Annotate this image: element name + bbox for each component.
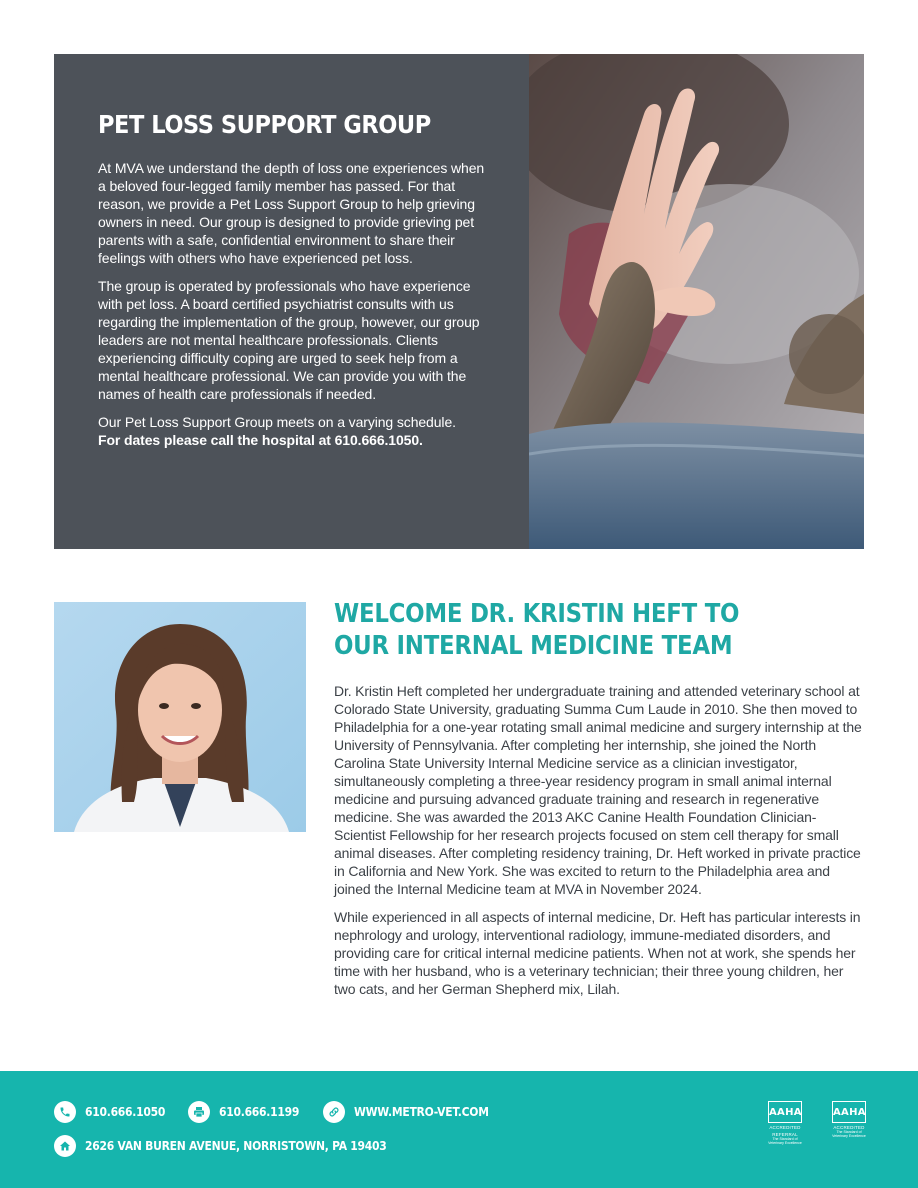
schedule-text: Our Pet Loss Support Group meets on a varying schedule. xyxy=(98,414,456,430)
street-address: 2626 VAN BUREN AVENUE, NORRISTOWN, PA 19403 xyxy=(85,1139,387,1153)
badge2-tagline: The Standard of Veterinary Excellence xyxy=(832,1130,866,1138)
badge1-referral: REFERRAL xyxy=(772,1132,798,1137)
pet-loss-paragraph-1: At MVA we understand the depth of loss one experiences when a beloved four-legged family member has passed. For that reason, we provide a Pet Loss Support Group to help grieving owners in need. Our group is designed to provide grieving pet parents with a safe, confidential environment to share their feelings with others who have experienced pet loss. xyxy=(98,160,485,266)
badge2-accredited: ACCREDITED xyxy=(833,1125,865,1130)
aaha-logo-2: AAHA xyxy=(832,1101,866,1123)
badge1-tagline: The Standard of Veterinary Excellence xyxy=(768,1137,802,1145)
welcome-title xyxy=(334,598,739,662)
dr-heft-portrait xyxy=(54,602,306,832)
pet-loss-title: PET LOSS SUPPORT GROUP xyxy=(98,110,431,139)
dr-heft-bio xyxy=(334,682,866,1008)
portrait-illustration xyxy=(54,602,306,832)
aaha-accredited-badge xyxy=(832,1101,866,1153)
hand-paw-illustration xyxy=(529,54,864,549)
bio-paragraph-1: Dr. Kristin Heft completed her undergraduate training and attended veterinary school at Colorado State University, graduating Summa Cum Laude in 2010. She then moved to Philadelphia for a one-year rotating small animal medicine and surgery internship at the University of Pennsylvania. After completing her internship, she joined the North Carolina State University Internal Medicine service as a clinician investigator, simultaneously completing a three-year residency program in small animal internal medicine and pursuing advanced graduate training and research in regenerative medicine. She was awarded the 2013 AKC Canine Health Foundation Clinician-Scientist Fellowship for her research projects focused on stem cell therapy for small animal diseases. After completing residency training, Dr. Heft worked in private practice in California and New York. She was excited to return to the Philadelphia area and joined the Internal Medicine team at MVA in November 2024. xyxy=(334,683,862,897)
welcome-title-line-1: WELCOME DR. KRISTIN HEFT TO xyxy=(334,599,740,629)
phone-contact[interactable] xyxy=(54,1101,174,1123)
home-icon xyxy=(54,1135,76,1157)
aaha-referral-badge xyxy=(768,1101,802,1153)
phone-icon xyxy=(54,1101,76,1123)
address-contact[interactable] xyxy=(54,1135,420,1157)
welcome-title-line-2: OUR INTERNAL MEDICINE TEAM xyxy=(334,631,733,661)
website-contact[interactable] xyxy=(323,1101,504,1123)
link-icon xyxy=(323,1101,345,1123)
aaha-logo-1: AAHA xyxy=(768,1101,802,1123)
hand-and-cat-paw-photo xyxy=(529,54,864,549)
fax-contact[interactable] xyxy=(188,1101,308,1123)
badge1-accredited: ACCREDITED xyxy=(769,1125,801,1130)
website-url: WWW.METRO-VET.COM xyxy=(354,1105,489,1119)
pet-loss-paragraph-3 xyxy=(98,413,485,449)
bio-paragraph-2: While experienced in all aspects of internal medicine, Dr. Heft has particular interests in nephrology and urology, interventional radiology, immune-mediated disorders, and providing care for critical internal medicine patients. When not at work, she spends her time with her husband, who is a veterinary technician; their three young children, her two cats, and her German Shepherd mix, Lilah. xyxy=(334,909,861,997)
pet-loss-panel xyxy=(54,54,529,549)
phone-number: 610.666.1050 xyxy=(85,1105,166,1119)
pet-loss-paragraph-2: The group is operated by professionals who have experience with pet loss. A board certified psychiatrist consults with us regarding the implementation of the group, however, our group leaders are not mental healthcare professionals. Clients experiencing difficulty coping are urged to seek help from a mental healthcare professional. We can provide you with the names of health care professionals if needed. xyxy=(98,278,480,402)
schedule-phone-text: For dates please call the hospital at 610.666.1050. xyxy=(98,432,423,448)
fax-number: 610.666.1199 xyxy=(219,1105,300,1119)
fax-icon xyxy=(188,1101,210,1123)
